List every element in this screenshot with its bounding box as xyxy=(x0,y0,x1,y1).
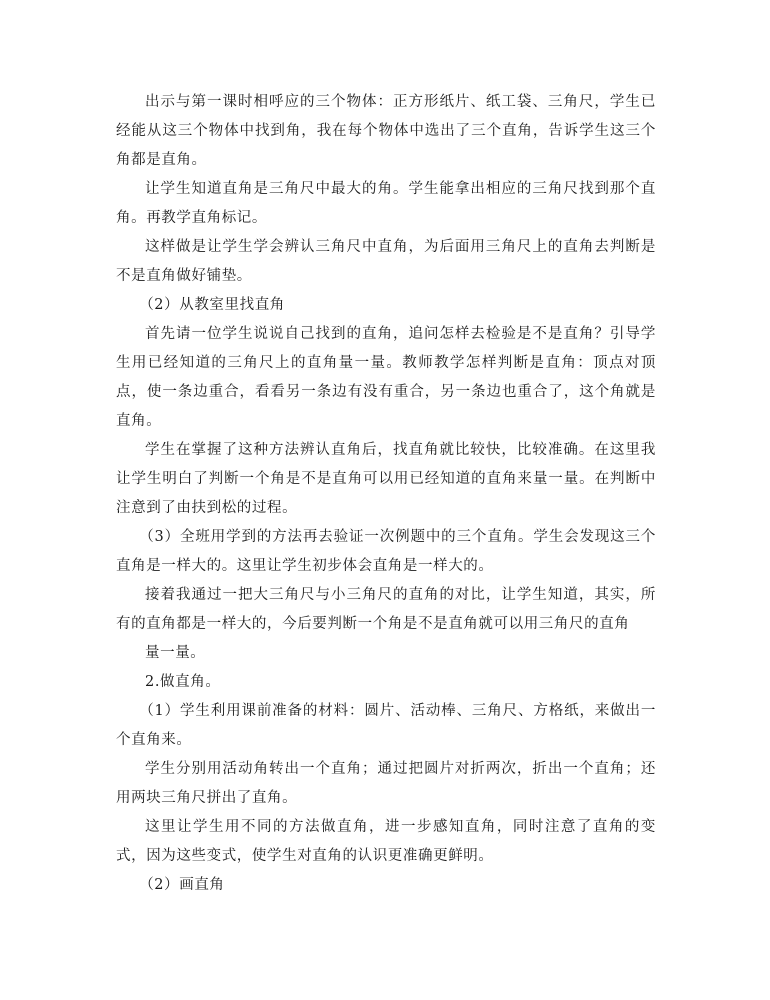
paragraph-materials: （1）学生利用课前准备的材料：圆片、活动棒、三角尺、方格纸，来做出一个直角来。 xyxy=(116,703,656,748)
heading-draw-right-angle: （2）画直角 xyxy=(139,877,225,893)
paragraph-class-verify: （3）全班用学到的方法再去验证一次例题中的三个直角。学生会发现这三个直角是一样大的。这里让学生初步体会直角是一样大的。 xyxy=(116,529,656,574)
paragraph-largest-angle: 让学生知道直角是三角尺中最大的角。学生能拿出相应的三角尺找到那个直角。再教学直角标记。 xyxy=(116,181,656,226)
paragraph-purpose: 这样做是让学生学会辨认三角尺中直角，为后面用三角尺上的直角去判断是不是直角做好铺垫。 xyxy=(116,239,656,284)
paragraph-variants: 这里让学生用不同的方法做直角，进一步感知直角，同时注意了直角的变式，因为这些变式，使学生对直角的认识更准确更鲜明。 xyxy=(116,819,656,864)
paragraph-checking-method: 首先请一位学生说说自己找到的直角，追问怎样去检验是不是直角？引导学生用已经知道的三角尺上的直角量一量。教师教学怎样判断是直角：顶点对顶点，使一条边重合，看看另一条边有没有重合，另一条边也重合了，这个角就是直角。 xyxy=(116,326,656,429)
paragraph-methods: 学生分别用活动角转出一个直角；通过把圆片对折两次，折出一个直角；还用两块三角尺拼出了直角。 xyxy=(116,761,656,806)
heading-make-right-angle: 2.做直角。 xyxy=(145,674,221,690)
heading-find-in-classroom: （2）从教室里找直角 xyxy=(139,297,285,313)
paragraph-compare-rulers: 接着我通过一把大三角尺与小三角尺的直角的对比，让学生知道，其实，所有的直角都是一样大的，今后要判断一个角是不是直角就可以用三角尺的直角 xyxy=(116,587,656,632)
paragraph-mastery: 学生在掌握了这种方法辨认直角后，找直角就比较快，比较准确。在这里我让学生明白了判断一个角是不是直角可以用已经知道的直角来量一量。在判断中注意到了由扶到松的过程。 xyxy=(116,442,656,516)
paragraph-objects-intro: 出示与第一课时相呼应的三个物体：正方形纸片、纸工袋、三角尺，学生已经能从这三个物体中找到角，我在每个物体中选出了三个直角，告诉学生这三个角都是直角。 xyxy=(116,94,656,168)
document-body xyxy=(116,88,656,900)
paragraph-measure: 量一量。 xyxy=(145,645,206,661)
